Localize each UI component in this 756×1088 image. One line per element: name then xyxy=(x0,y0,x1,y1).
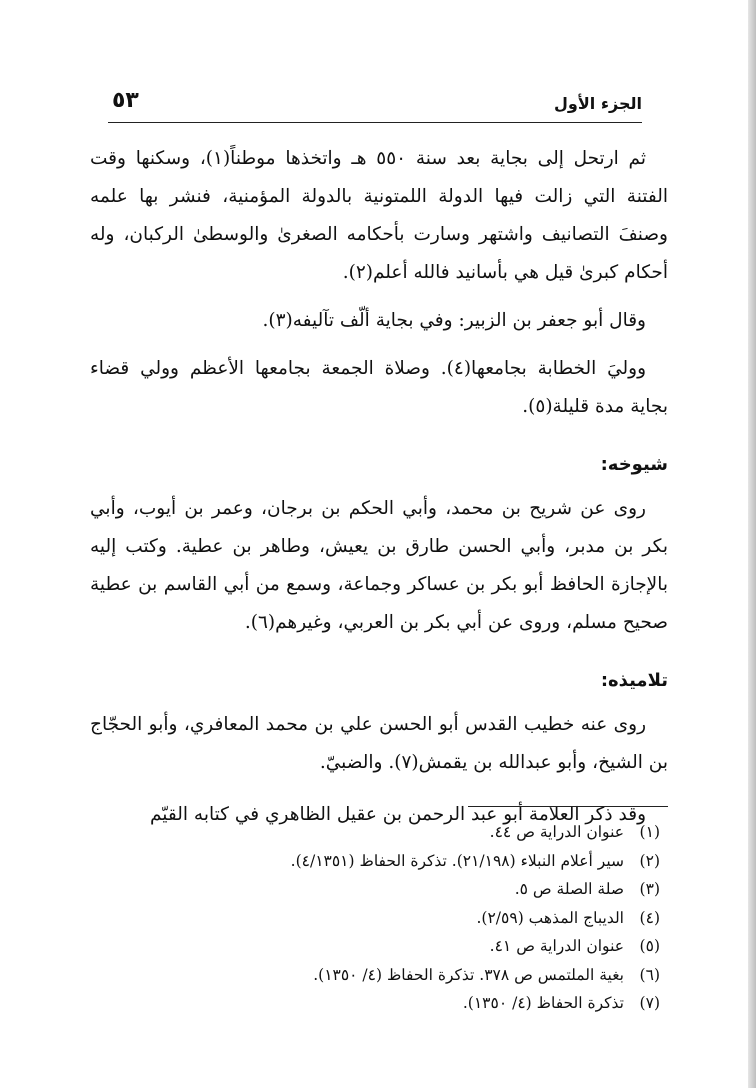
footnote-item xyxy=(100,875,660,904)
page-number: ٥٣ xyxy=(112,88,139,113)
section-heading-teachers: شيوخه: xyxy=(600,454,668,475)
footnote-number: (٦) xyxy=(639,965,660,984)
section-heading-students: تلاميذه: xyxy=(600,670,668,691)
footnote-number: (٣) xyxy=(639,880,660,898)
footnote-item xyxy=(100,847,660,876)
footnote-text: تذكرة الحفاظ (٤/ ١٣٥٠). xyxy=(462,994,624,1012)
footnote-text: عنوان الدراية ص ٤١. xyxy=(489,937,624,955)
footnote-item xyxy=(100,961,660,990)
paragraph-relocation: ثم ارتحل إلى بجاية بعد سنة ٥٥٠ هـ واتخذها موطناً(١)، وسكنها وقت الفتنة التي زالت فيها الدولة اللمتونية بالدولة المؤمنية، فنشر بها علمه وصنفَ التصانيف واشتهر وسارت بأحكامه الصغرىٰ والوسطىٰ الركبان، وله أحكام كبرىٰ قيل هي بأسانيد فالله أعلم(٢). xyxy=(90,148,668,283)
volume-title: الجزء الأول xyxy=(554,94,642,113)
page-edge-shadow xyxy=(748,0,756,1088)
footnote-separator xyxy=(468,806,668,807)
paragraph-ibn-zubayr-quote: وقال أبو جعفر بن الزبير: وفي بجاية ألّف تآليفه(٣). xyxy=(262,310,646,331)
footnote-item xyxy=(100,989,660,1018)
paragraph-teachers: روى عن شريح بن محمد، وأبي الحكم بن برجان، وعمر بن أيوب، وأبي بكر بن مدبر، وأبي الحسن طارق بن يعيش، وطاهر بن عطية. وكتب إليه بالإجازة الحافظ أبو بكر بن عساكر وجماعة، وسمع من أبي القاسم بن عطية صحيح مسلم، وروى عن أبي بكر بن العربي، وغيرهم(٦). xyxy=(90,498,668,633)
footnote-text: سير أعلام النبلاء (٢١/١٩٨). تذكرة الحفاظ (٤/١٣٥١). xyxy=(290,851,624,870)
paragraph-students: روى عنه خطيب القدس أبو الحسن علي بن محمد المعافري، وأبو الحجّاج بن الشيخ، وأبو عبدالله بن يقمش(٧). والضبيّ. xyxy=(90,714,668,773)
footnote-number: (١) xyxy=(639,823,660,841)
footnote-text: صلة الصلة ص ٥. xyxy=(514,880,624,898)
footnote-number: (٥) xyxy=(639,937,660,955)
footnote-text: بغية الملتمس ص ٣٧٨. تذكرة الحفاظ (٤/ ١٣٥٠). xyxy=(313,965,624,984)
footnote-number: (٧) xyxy=(639,994,660,1012)
footnote-item xyxy=(100,932,660,961)
footnote-number: (٤) xyxy=(639,908,660,927)
footnote-text: الديباج المذهب (٢/٥٩). xyxy=(476,908,624,927)
paragraph-offices: ووليَ الخطابة بجامعها(٤). وصلاة الجمعة بجامعها الأعظم وولي قضاء بجاية مدة قليلة(٥). xyxy=(90,358,668,417)
footnote-text: عنوان الدراية ص ٤٤. xyxy=(489,823,624,841)
running-header xyxy=(108,88,642,123)
main-text xyxy=(90,140,668,834)
footnote-item xyxy=(100,818,660,847)
footnotes-list xyxy=(100,818,660,1018)
footnote-number: (٢) xyxy=(639,851,660,870)
paragraph-continuation: وقد ذكر العلامة أبو عبد الرحمن بن عقيل الظاهري في كتابه القيّم xyxy=(149,804,646,825)
footnote-item xyxy=(100,904,660,933)
